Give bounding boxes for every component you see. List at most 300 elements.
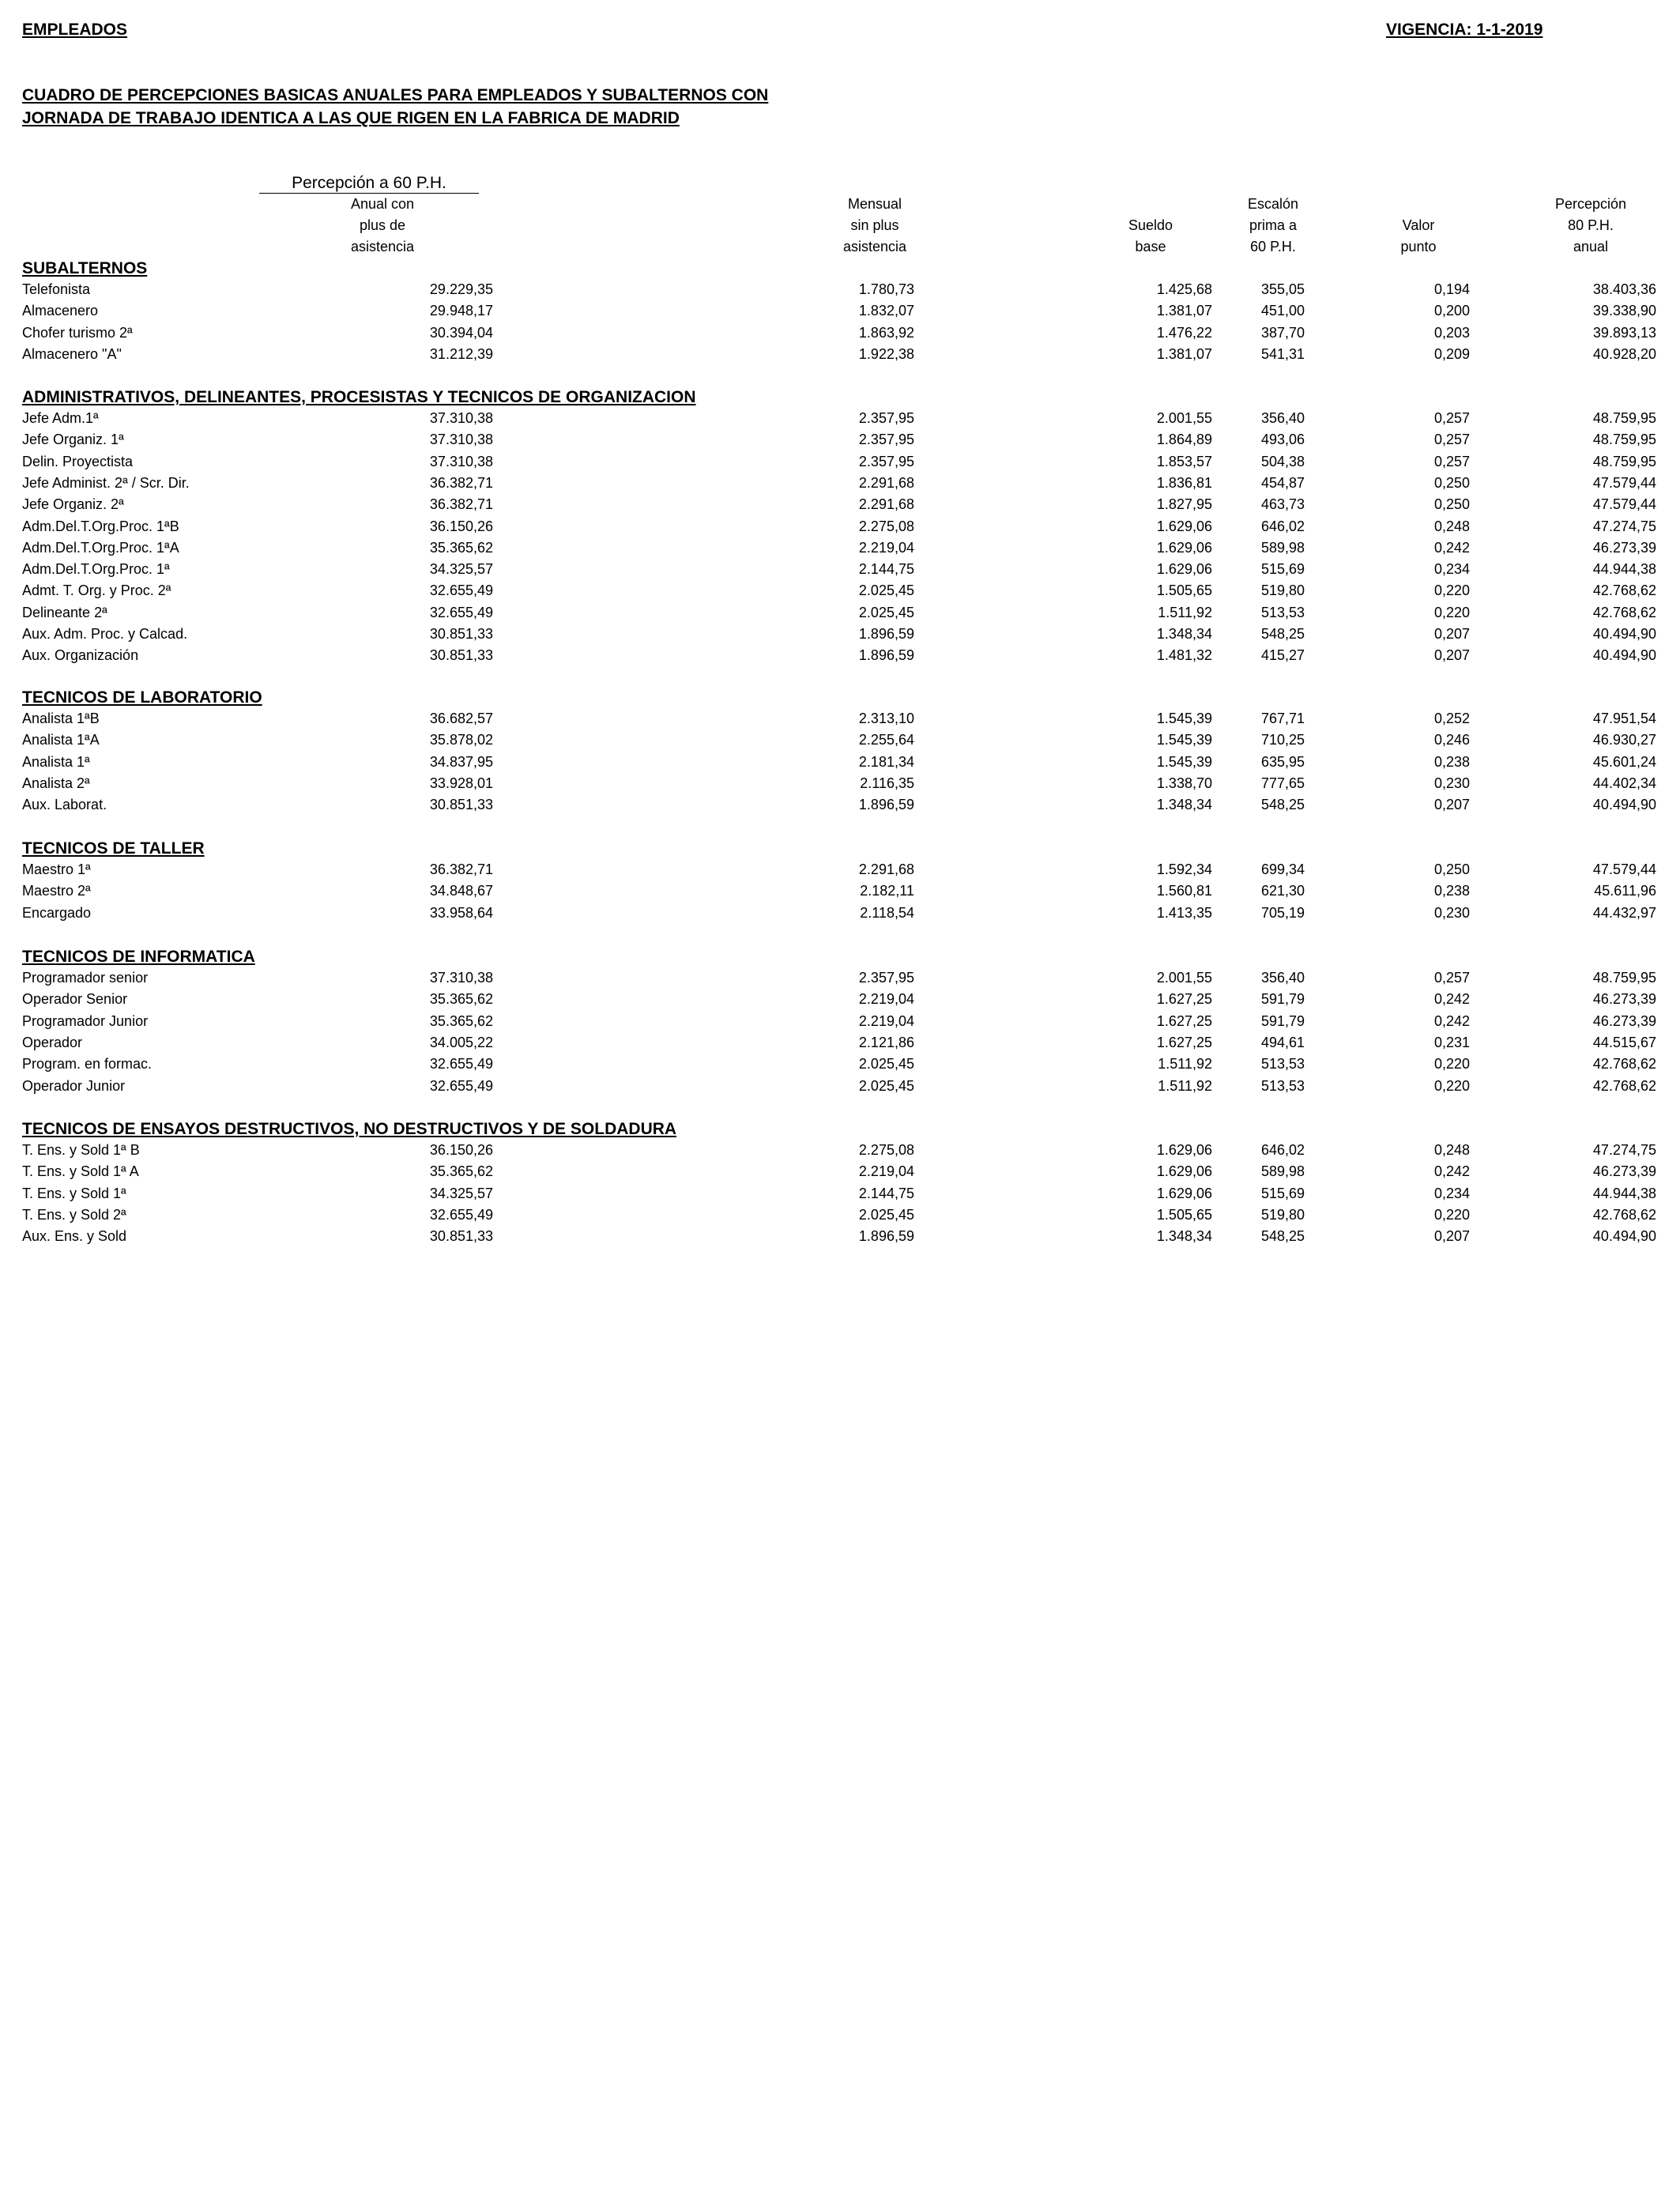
anual-plus-asistencia-cell: 34.325,57 (429, 561, 493, 578)
table-row (0, 989, 1680, 1010)
valor-punto-cell: 0,220 (1433, 1206, 1470, 1223)
sueldo-base-cell: 1.381,07 (1156, 345, 1212, 362)
job-title-cell: Aux. Adm. Proc. y Calcad. (22, 626, 188, 642)
sueldo-base-cell: 1.505,65 (1156, 582, 1212, 599)
valor-punto-cell: 0,230 (1433, 775, 1470, 791)
job-title-cell: Program. en formac. (22, 1056, 153, 1072)
table-row (0, 494, 1680, 515)
anual-plus-asistencia-cell: 36.382,71 (429, 474, 493, 491)
valor-punto-cell: 0,220 (1433, 1056, 1470, 1072)
sueldo-base-cell: 1.629,06 (1156, 561, 1212, 578)
anual-plus-asistencia-cell: 36.150,26 (429, 1142, 493, 1158)
group-header-percepcion-60: Percepción a 60 P.H. (259, 173, 479, 194)
column-header-mensual (812, 194, 938, 258)
valor-punto-cell: 0,257 (1433, 453, 1470, 469)
anual-plus-asistencia-cell: 37.310,38 (429, 410, 493, 426)
percepcion-anual-cell: 44.515,67 (1592, 1034, 1656, 1050)
job-title-cell: Programador Junior (22, 1012, 149, 1029)
title-line-1: CUADRO DE PERCEPCIONES BASICAS ANUALES PARA EMPLEADOS Y SUBALTERNOS CON (22, 86, 769, 104)
column-header-line: 60 P.H. (1250, 239, 1296, 254)
anual-plus-asistencia-cell: 36.382,71 (429, 496, 493, 513)
column-header-escalon (1210, 194, 1336, 258)
mensual-sin-plus-cell: 2.025,45 (858, 582, 914, 599)
escalon-prima-cell: 548,25 (1260, 626, 1305, 642)
escalon-prima-cell: 646,02 (1260, 518, 1305, 534)
percepcion-anual-cell: 48.759,95 (1592, 410, 1656, 426)
anual-plus-asistencia-cell: 32.655,49 (429, 582, 493, 599)
job-title-cell: Aux. Laborat. (22, 797, 107, 813)
mensual-sin-plus-cell: 2.121,86 (858, 1034, 914, 1050)
valor-punto-cell: 0,220 (1433, 582, 1470, 599)
sueldo-base-cell: 1.627,25 (1156, 1012, 1212, 1029)
mensual-sin-plus-cell: 2.313,10 (858, 711, 914, 726)
table-row (0, 580, 1680, 601)
escalon-prima-cell: 356,40 (1260, 410, 1305, 426)
sueldo-base-cell: 1.592,34 (1156, 861, 1212, 877)
anual-plus-asistencia-cell: 35.365,62 (429, 1163, 493, 1180)
sueldo-base-cell: 1.511,92 (1158, 604, 1212, 620)
escalon-prima-cell: 356,40 (1260, 970, 1305, 986)
escalon-prima-cell: 513,53 (1260, 604, 1305, 620)
table-row (0, 773, 1680, 794)
effective-date: VIGENCIA: 1-1-2019 (1386, 21, 1543, 39)
column-header-percepcion (1527, 194, 1654, 258)
escalon-prima-cell: 451,00 (1260, 303, 1305, 319)
mensual-sin-plus-cell: 2.275,08 (858, 1142, 914, 1158)
anual-plus-asistencia-cell: 31.212,39 (429, 345, 493, 362)
percepcion-anual-cell: 40.928,20 (1592, 345, 1656, 362)
anual-plus-asistencia-cell: 32.655,49 (429, 1206, 493, 1223)
sueldo-base-cell: 1.629,06 (1156, 1185, 1212, 1201)
job-title-cell: Operador Junior (22, 1077, 126, 1094)
anual-plus-asistencia-cell: 33.958,64 (429, 904, 493, 921)
column-header-line: Anual con (350, 196, 415, 212)
anual-plus-asistencia-cell: 37.310,38 (429, 970, 493, 986)
escalon-prima-cell: 589,98 (1260, 539, 1305, 556)
percepcion-anual-cell: 42.768,62 (1592, 1077, 1656, 1094)
escalon-prima-cell: 548,25 (1260, 797, 1305, 813)
valor-punto-cell: 0,250 (1433, 474, 1470, 491)
table-row (0, 279, 1680, 300)
escalon-prima-cell: 387,70 (1260, 324, 1305, 341)
mensual-sin-plus-cell: 1.896,59 (858, 626, 914, 642)
sueldo-base-cell: 1.545,39 (1156, 732, 1212, 748)
percepcion-anual-cell: 46.930,27 (1592, 732, 1656, 748)
percepcion-anual-cell: 40.494,90 (1592, 1228, 1656, 1245)
job-title-cell: Operador (22, 1034, 83, 1050)
sueldo-base-cell: 1.827,95 (1156, 496, 1212, 513)
anual-plus-asistencia-cell: 37.310,38 (429, 432, 493, 448)
mensual-sin-plus-cell: 2.025,45 (858, 1206, 914, 1223)
table-row (0, 1140, 1680, 1161)
valor-punto-cell: 0,231 (1433, 1034, 1470, 1050)
job-title-cell: Admt. T. Org. y Proc. 2ª (22, 582, 171, 599)
table-row (0, 602, 1680, 624)
anual-plus-asistencia-cell: 36.150,26 (429, 518, 493, 534)
column-header-line: Valor (1402, 217, 1435, 233)
section-title: TECNICOS DE LABORATORIO (22, 688, 262, 707)
job-title-cell: Jefe Adm.1ª (22, 410, 99, 426)
job-title-cell: Almacenero "A" (22, 345, 122, 362)
column-header-line: asistencia (842, 239, 907, 254)
escalon-prima-cell: 513,53 (1260, 1077, 1305, 1094)
sueldo-base-cell: 1.629,06 (1156, 1163, 1212, 1180)
section-title: SUBALTERNOS (22, 259, 148, 277)
mensual-sin-plus-cell: 2.219,04 (858, 539, 914, 556)
percepcion-anual-cell: 44.944,38 (1592, 561, 1656, 578)
table-row (0, 624, 1680, 645)
table-row (0, 729, 1680, 751)
escalon-prima-cell: 463,73 (1260, 496, 1305, 513)
table-row (0, 903, 1680, 924)
sueldo-base-cell: 1.511,92 (1158, 1077, 1212, 1094)
table-row (0, 559, 1680, 580)
job-title-cell: Maestro 1ª (22, 861, 91, 877)
column-header-sueldo (1087, 215, 1214, 258)
escalon-prima-cell: 548,25 (1260, 1228, 1305, 1245)
valor-punto-cell: 0,230 (1433, 904, 1470, 921)
anual-plus-asistencia-cell: 33.928,01 (429, 775, 493, 791)
column-header-line: Escalón (1247, 196, 1299, 212)
valor-punto-cell: 0,234 (1433, 561, 1470, 578)
table-row (0, 1054, 1680, 1075)
column-header-line: Percepción (1554, 196, 1627, 212)
valor-punto-cell: 0,257 (1433, 410, 1470, 426)
valor-punto-cell: 0,200 (1433, 303, 1470, 319)
percepcion-anual-cell: 44.432,97 (1592, 904, 1656, 921)
valor-punto-cell: 0,246 (1433, 732, 1470, 748)
column-header-line: sin plus (850, 217, 899, 233)
mensual-sin-plus-cell: 2.291,68 (858, 861, 914, 877)
section-title: TECNICOS DE TALLER (22, 839, 205, 858)
job-title-cell: Delin. Proyectista (22, 453, 134, 469)
percepcion-anual-cell: 42.768,62 (1592, 582, 1656, 599)
sueldo-base-cell: 1.338,70 (1156, 775, 1212, 791)
percepcion-anual-cell: 42.768,62 (1592, 1056, 1656, 1072)
table-row (0, 408, 1680, 429)
job-title-cell: Analista 1ªB (22, 711, 100, 726)
table-row (0, 1226, 1680, 1247)
job-title-cell: Adm.Del.T.Org.Proc. 1ª (22, 561, 170, 578)
percepcion-anual-cell: 40.494,90 (1592, 797, 1656, 813)
sueldo-base-cell: 2.001,55 (1156, 410, 1212, 426)
percepcion-anual-cell: 47.579,44 (1592, 861, 1656, 877)
escalon-prima-cell: 767,71 (1260, 711, 1305, 726)
escalon-prima-cell: 494,61 (1260, 1034, 1305, 1050)
job-title-cell: Aux. Organización (22, 647, 139, 664)
percepcion-anual-cell: 42.768,62 (1592, 1206, 1656, 1223)
sueldo-base-cell: 1.629,06 (1156, 539, 1212, 556)
escalon-prima-cell: 454,87 (1260, 474, 1305, 491)
escalon-prima-cell: 777,65 (1260, 775, 1305, 791)
job-title-cell: Maestro 2ª (22, 883, 91, 899)
anual-plus-asistencia-cell: 29.948,17 (429, 303, 493, 319)
anual-plus-asistencia-cell: 35.878,02 (429, 732, 493, 748)
valor-punto-cell: 0,242 (1433, 539, 1470, 556)
escalon-prima-cell: 519,80 (1260, 582, 1305, 599)
table-row (0, 344, 1680, 365)
mensual-sin-plus-cell: 2.025,45 (858, 1056, 914, 1072)
sueldo-base-cell: 1.629,06 (1156, 1142, 1212, 1158)
mensual-sin-plus-cell: 1.863,92 (858, 324, 914, 341)
escalon-prima-cell: 710,25 (1260, 732, 1305, 748)
table-row (0, 1183, 1680, 1204)
percepcion-anual-cell: 44.402,34 (1592, 775, 1656, 791)
percepcion-anual-cell: 45.601,24 (1592, 753, 1656, 770)
percepcion-anual-cell: 46.273,39 (1592, 991, 1656, 1008)
percepcion-anual-cell: 39.893,13 (1592, 324, 1656, 341)
sueldo-base-cell: 1.348,34 (1156, 626, 1212, 642)
valor-punto-cell: 0,252 (1433, 711, 1470, 726)
escalon-prima-cell: 415,27 (1260, 647, 1305, 664)
escalon-prima-cell: 589,98 (1260, 1163, 1305, 1180)
table-row (0, 1204, 1680, 1226)
sueldo-base-cell: 1.545,39 (1156, 711, 1212, 726)
mensual-sin-plus-cell: 2.118,54 (860, 904, 914, 921)
percepcion-anual-cell: 47.579,44 (1592, 496, 1656, 513)
section-title: TECNICOS DE INFORMATICA (22, 948, 255, 966)
column-header-valor (1355, 215, 1482, 258)
sueldo-base-cell: 1.853,57 (1156, 453, 1212, 469)
percepcion-anual-cell: 47.274,75 (1592, 1142, 1656, 1158)
job-title-cell: Jefe Organiz. 2ª (22, 496, 124, 513)
mensual-sin-plus-cell: 1.922,38 (858, 345, 914, 362)
section-title: ADMINISTRATIVOS, DELINEANTES, PROCESISTAS Y TECNICOS DE ORGANIZACION (22, 388, 696, 406)
column-header-line: Mensual (847, 196, 902, 212)
percepcion-anual-cell: 48.759,95 (1592, 432, 1656, 448)
table-row (0, 967, 1680, 989)
job-title-cell: T. Ens. y Sold 1ª B (22, 1142, 140, 1158)
anual-plus-asistencia-cell: 30.851,33 (429, 797, 493, 813)
sueldo-base-cell: 1.864,89 (1156, 432, 1212, 448)
sueldo-base-cell: 1.476,22 (1156, 324, 1212, 341)
percepcion-anual-cell: 40.494,90 (1592, 647, 1656, 664)
anual-plus-asistencia-cell: 32.655,49 (429, 1056, 493, 1072)
table-row (0, 645, 1680, 666)
mensual-sin-plus-cell: 2.144,75 (858, 1185, 914, 1201)
mensual-sin-plus-cell: 1.832,07 (858, 303, 914, 319)
table-row (0, 451, 1680, 473)
mensual-sin-plus-cell: 1.896,59 (858, 647, 914, 664)
column-header-line: anual (1573, 239, 1609, 254)
document-title (22, 84, 768, 130)
escalon-prima-cell: 541,31 (1260, 345, 1305, 362)
percepcion-anual-cell: 46.273,39 (1592, 539, 1656, 556)
mensual-sin-plus-cell: 2.025,45 (858, 604, 914, 620)
sueldo-base-cell: 1.381,07 (1156, 303, 1212, 319)
document-header-left: EMPLEADOS (22, 21, 128, 39)
percepcion-anual-cell: 47.579,44 (1592, 474, 1656, 491)
valor-punto-cell: 0,220 (1433, 604, 1470, 620)
anual-plus-asistencia-cell: 35.365,62 (429, 1012, 493, 1029)
table-row (0, 516, 1680, 537)
sueldo-base-cell: 1.425,68 (1156, 281, 1212, 297)
sueldo-base-cell: 1.545,39 (1156, 753, 1212, 770)
mensual-sin-plus-cell: 2.255,64 (858, 732, 914, 748)
mensual-sin-plus-cell: 2.116,35 (860, 775, 914, 791)
table-row (0, 880, 1680, 902)
sueldo-base-cell: 1.481,32 (1156, 647, 1212, 664)
mensual-sin-plus-cell: 2.144,75 (858, 561, 914, 578)
valor-punto-cell: 0,203 (1433, 324, 1470, 341)
anual-plus-asistencia-cell: 36.682,57 (429, 711, 493, 726)
table-row (0, 300, 1680, 322)
table-row (0, 1161, 1680, 1182)
sueldo-base-cell: 1.627,25 (1156, 991, 1212, 1008)
section-title: TECNICOS DE ENSAYOS DESTRUCTIVOS, NO DESTRUCTIVOS Y DE SOLDADURA (22, 1120, 677, 1138)
job-title-cell: Adm.Del.T.Org.Proc. 1ªA (22, 539, 179, 556)
column-header-line: base (1135, 239, 1166, 254)
mensual-sin-plus-cell: 2.181,34 (858, 753, 914, 770)
valor-punto-cell: 0,207 (1433, 797, 1470, 813)
mensual-sin-plus-cell: 2.291,68 (858, 496, 914, 513)
mensual-sin-plus-cell: 2.357,95 (858, 432, 914, 448)
mensual-sin-plus-cell: 2.182,11 (860, 883, 914, 899)
sueldo-base-cell: 1.511,92 (1158, 1056, 1212, 1072)
escalon-prima-cell: 646,02 (1260, 1142, 1305, 1158)
column-header-line: plus de (359, 217, 406, 233)
escalon-prima-cell: 493,06 (1260, 432, 1305, 448)
sueldo-base-cell: 1.629,06 (1156, 518, 1212, 534)
column-header-line: 80 P.H. (1568, 217, 1614, 233)
table-row (0, 429, 1680, 450)
title-line-2: JORNADA DE TRABAJO IDENTICA A LAS QUE RIGEN EN LA FABRICA DE MADRID (22, 109, 680, 127)
valor-punto-cell: 0,248 (1433, 1142, 1470, 1158)
mensual-sin-plus-cell: 2.219,04 (858, 1163, 914, 1180)
column-header-anual (319, 194, 446, 258)
valor-punto-cell: 0,242 (1433, 1012, 1470, 1029)
valor-punto-cell: 0,238 (1433, 753, 1470, 770)
escalon-prima-cell: 504,38 (1260, 453, 1305, 469)
mensual-sin-plus-cell: 2.357,95 (858, 453, 914, 469)
percepcion-anual-cell: 46.273,39 (1592, 1163, 1656, 1180)
table-row (0, 1032, 1680, 1054)
escalon-prima-cell: 635,95 (1260, 753, 1305, 770)
valor-punto-cell: 0,257 (1433, 970, 1470, 986)
table-row (0, 473, 1680, 494)
job-title-cell: Encargado (22, 904, 92, 921)
mensual-sin-plus-cell: 2.357,95 (858, 970, 914, 986)
valor-punto-cell: 0,250 (1433, 861, 1470, 877)
job-title-cell: Aux. Ens. y Sold (22, 1228, 127, 1245)
escalon-prima-cell: 621,30 (1260, 883, 1305, 899)
mensual-sin-plus-cell: 1.896,59 (858, 797, 914, 813)
mensual-sin-plus-cell: 1.780,73 (858, 281, 914, 297)
job-title-cell: Operador Senior (22, 991, 128, 1008)
anual-plus-asistencia-cell: 30.851,33 (429, 1228, 493, 1245)
anual-plus-asistencia-cell: 34.837,95 (429, 753, 493, 770)
job-title-cell: Analista 1ªA (22, 732, 100, 748)
job-title-cell: T. Ens. y Sold 2ª (22, 1206, 126, 1223)
sueldo-base-cell: 1.505,65 (1156, 1206, 1212, 1223)
anual-plus-asistencia-cell: 30.851,33 (429, 626, 493, 642)
percepcion-anual-cell: 42.768,62 (1592, 604, 1656, 620)
sueldo-base-cell: 1.836,81 (1156, 474, 1212, 491)
table-row (0, 1076, 1680, 1097)
job-title-cell: T. Ens. y Sold 1ª (22, 1185, 126, 1201)
anual-plus-asistencia-cell: 37.310,38 (429, 453, 493, 469)
percepcion-anual-cell: 47.951,54 (1592, 711, 1656, 726)
job-title-cell: Jefe Administ. 2ª / Scr. Dir. (22, 474, 190, 491)
percepcion-anual-cell: 48.759,95 (1592, 970, 1656, 986)
sueldo-base-cell: 1.627,25 (1156, 1034, 1212, 1050)
anual-plus-asistencia-cell: 35.365,62 (429, 991, 493, 1008)
escalon-prima-cell: 513,53 (1260, 1056, 1305, 1072)
escalon-prima-cell: 515,69 (1260, 1185, 1305, 1201)
column-header-line: punto (1400, 239, 1437, 254)
percepcion-anual-cell: 44.944,38 (1592, 1185, 1656, 1201)
table-row (0, 1011, 1680, 1032)
valor-punto-cell: 0,194 (1433, 281, 1470, 297)
valor-punto-cell: 0,207 (1433, 1228, 1470, 1245)
job-title-cell: Jefe Organiz. 1ª (22, 432, 124, 448)
anual-plus-asistencia-cell: 34.325,57 (429, 1185, 493, 1201)
mensual-sin-plus-cell: 1.896,59 (858, 1228, 914, 1245)
percepcion-anual-cell: 38.403,36 (1592, 281, 1656, 297)
column-header-line: prima a (1249, 217, 1298, 233)
table-row (0, 322, 1680, 344)
escalon-prima-cell: 591,79 (1260, 1012, 1305, 1029)
anual-plus-asistencia-cell: 30.851,33 (429, 647, 493, 664)
valor-punto-cell: 0,257 (1433, 432, 1470, 448)
escalon-prima-cell: 355,05 (1260, 281, 1305, 297)
column-header-line: asistencia (350, 239, 415, 254)
job-title-cell: Almacenero (22, 303, 99, 319)
mensual-sin-plus-cell: 2.357,95 (858, 410, 914, 426)
valor-punto-cell: 0,242 (1433, 991, 1470, 1008)
column-header-line: Sueldo (1128, 217, 1173, 233)
job-title-cell: Chofer turismo 2ª (22, 324, 133, 341)
mensual-sin-plus-cell: 2.291,68 (858, 474, 914, 491)
escalon-prima-cell: 519,80 (1260, 1206, 1305, 1223)
escalon-prima-cell: 705,19 (1260, 904, 1305, 921)
job-title-cell: Analista 1ª (22, 753, 90, 770)
anual-plus-asistencia-cell: 32.655,49 (429, 1077, 493, 1094)
table-row (0, 537, 1680, 559)
valor-punto-cell: 0,207 (1433, 626, 1470, 642)
anual-plus-asistencia-cell: 34.848,67 (429, 883, 493, 899)
sueldo-base-cell: 1.348,34 (1156, 797, 1212, 813)
table-row (0, 794, 1680, 816)
sueldo-base-cell: 1.413,35 (1156, 904, 1212, 921)
table-row (0, 708, 1680, 729)
escalon-prima-cell: 515,69 (1260, 561, 1305, 578)
percepcion-anual-cell: 46.273,39 (1592, 1012, 1656, 1029)
escalon-prima-cell: 591,79 (1260, 991, 1305, 1008)
sueldo-base-cell: 1.560,81 (1156, 883, 1212, 899)
job-title-cell: Telefonista (22, 281, 91, 297)
job-title-cell: Adm.Del.T.Org.Proc. 1ªB (22, 518, 179, 534)
mensual-sin-plus-cell: 2.025,45 (858, 1077, 914, 1094)
anual-plus-asistencia-cell: 36.382,71 (429, 861, 493, 877)
percepcion-anual-cell: 47.274,75 (1592, 518, 1656, 534)
mensual-sin-plus-cell: 2.275,08 (858, 518, 914, 534)
percepcion-anual-cell: 39.338,90 (1592, 303, 1656, 319)
anual-plus-asistencia-cell: 29.229,35 (429, 281, 493, 297)
job-title-cell: Delineante 2ª (22, 604, 107, 620)
mensual-sin-plus-cell: 2.219,04 (858, 991, 914, 1008)
valor-punto-cell: 0,248 (1433, 518, 1470, 534)
job-title-cell: Programador senior (22, 970, 149, 986)
percepcion-anual-cell: 48.759,95 (1592, 453, 1656, 469)
table-row (0, 859, 1680, 880)
job-title-cell: T. Ens. y Sold 1ª A (22, 1163, 139, 1180)
valor-punto-cell: 0,220 (1433, 1077, 1470, 1094)
valor-punto-cell: 0,207 (1433, 647, 1470, 664)
percepcion-anual-cell: 45.611,96 (1594, 883, 1656, 899)
valor-punto-cell: 0,242 (1433, 1163, 1470, 1180)
job-title-cell: Analista 2ª (22, 775, 90, 791)
